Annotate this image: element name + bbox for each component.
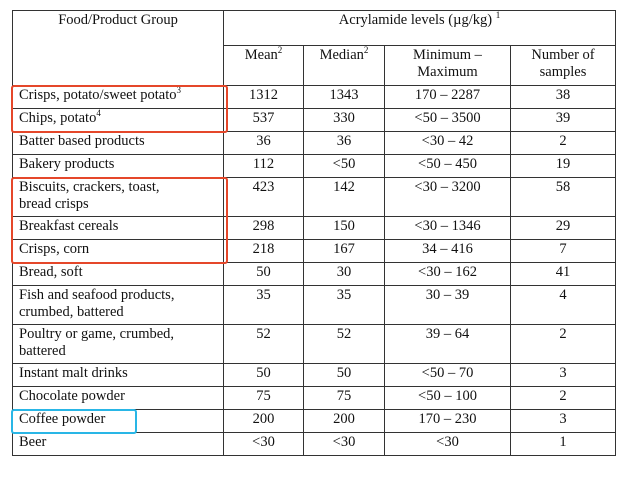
row-samples: 58 (511, 178, 616, 217)
row-range: <50 – 3500 (385, 109, 511, 132)
row-mean: 50 (224, 364, 304, 387)
row-range: <50 – 70 (385, 364, 511, 387)
row-mean: 52 (224, 325, 304, 364)
row-samples: 4 (511, 286, 616, 325)
row-median: 75 (304, 387, 385, 410)
row-mean: 423 (224, 178, 304, 217)
row-median: 35 (304, 286, 385, 325)
row-median: 30 (304, 263, 385, 286)
row-range: <30 (385, 433, 511, 456)
row-range: 30 – 39 (385, 286, 511, 325)
row-mean: 36 (224, 132, 304, 155)
header-mean: Mean$^2$ (224, 46, 304, 86)
row-median: 36 (304, 132, 385, 155)
row-name: Biscuits, crackers, toast, bread crisps (13, 178, 224, 217)
row-name: Batter based products (13, 132, 224, 155)
row-mean: <30 (224, 433, 304, 456)
row-range: <30 – 42 (385, 132, 511, 155)
header-median: Median$^2$ (304, 46, 385, 86)
table-row (13, 86, 616, 109)
table-row (13, 286, 616, 325)
table-row (13, 155, 616, 178)
row-samples: 41 (511, 263, 616, 286)
row-range: <50 – 450 (385, 155, 511, 178)
row-median: 330 (304, 109, 385, 132)
row-samples: 2 (511, 132, 616, 155)
table-row (13, 433, 616, 456)
row-name: Poultry or game, crumbed, battered (13, 325, 224, 364)
acrylamide-table (12, 10, 616, 456)
row-samples: 3 (511, 410, 616, 433)
row-mean: 112 (224, 155, 304, 178)
row-mean: 1312 (224, 86, 304, 109)
row-range: <30 – 162 (385, 263, 511, 286)
acrylamide-table-container (12, 10, 616, 456)
row-median: 52 (304, 325, 385, 364)
row-name: Chips, potato$^4$ (13, 109, 224, 132)
row-name: Coffee powder (13, 410, 224, 433)
row-name: Bakery products (13, 155, 224, 178)
table-row (13, 410, 616, 433)
row-name: Breakfast cereals (13, 217, 224, 240)
row-median: 50 (304, 364, 385, 387)
header-food-group: Food/Product Group (13, 11, 224, 86)
row-mean: 200 (224, 410, 304, 433)
row-range: <30 – 1346 (385, 217, 511, 240)
row-name: Chocolate powder (13, 387, 224, 410)
row-samples: 2 (511, 325, 616, 364)
row-mean: 35 (224, 286, 304, 325)
table-row (13, 109, 616, 132)
row-name: Fish and seafood products, crumbed, battered (13, 286, 224, 325)
row-median: <50 (304, 155, 385, 178)
row-name: Crisps, potato/sweet potato$^3$ (13, 86, 224, 109)
header-min-max: Minimum – Maximum (385, 46, 511, 86)
header-number-of-samples: Number of samples (511, 46, 616, 86)
table-row (13, 387, 616, 410)
row-range: 170 – 230 (385, 410, 511, 433)
row-name: Beer (13, 433, 224, 456)
row-samples: 7 (511, 240, 616, 263)
row-samples: 1 (511, 433, 616, 456)
table-row (13, 217, 616, 240)
row-range: <50 – 100 (385, 387, 511, 410)
row-range: <30 – 3200 (385, 178, 511, 217)
row-name: Instant malt drinks (13, 364, 224, 387)
row-name: Bread, soft (13, 263, 224, 286)
row-mean: 218 (224, 240, 304, 263)
row-mean: 298 (224, 217, 304, 240)
row-samples: 2 (511, 387, 616, 410)
row-name: Crisps, corn (13, 240, 224, 263)
row-median: 167 (304, 240, 385, 263)
row-range: 34 – 416 (385, 240, 511, 263)
row-mean: 50 (224, 263, 304, 286)
row-range: 170 – 2287 (385, 86, 511, 109)
table-row (13, 178, 616, 217)
row-samples: 19 (511, 155, 616, 178)
row-median: 200 (304, 410, 385, 433)
row-samples: 39 (511, 109, 616, 132)
row-median: 150 (304, 217, 385, 240)
table-row (13, 364, 616, 387)
table-row (13, 240, 616, 263)
table-row (13, 132, 616, 155)
row-samples: 29 (511, 217, 616, 240)
table-row (13, 263, 616, 286)
row-median: 1343 (304, 86, 385, 109)
row-samples: 38 (511, 86, 616, 109)
row-median: 142 (304, 178, 385, 217)
row-mean: 75 (224, 387, 304, 410)
row-samples: 3 (511, 364, 616, 387)
row-median: <30 (304, 433, 385, 456)
row-mean: 537 (224, 109, 304, 132)
header-acrylamide-levels: Acrylamide levels (µg/kg) $^1$ (224, 11, 616, 46)
row-range: 39 – 64 (385, 325, 511, 364)
table-row (13, 325, 616, 364)
